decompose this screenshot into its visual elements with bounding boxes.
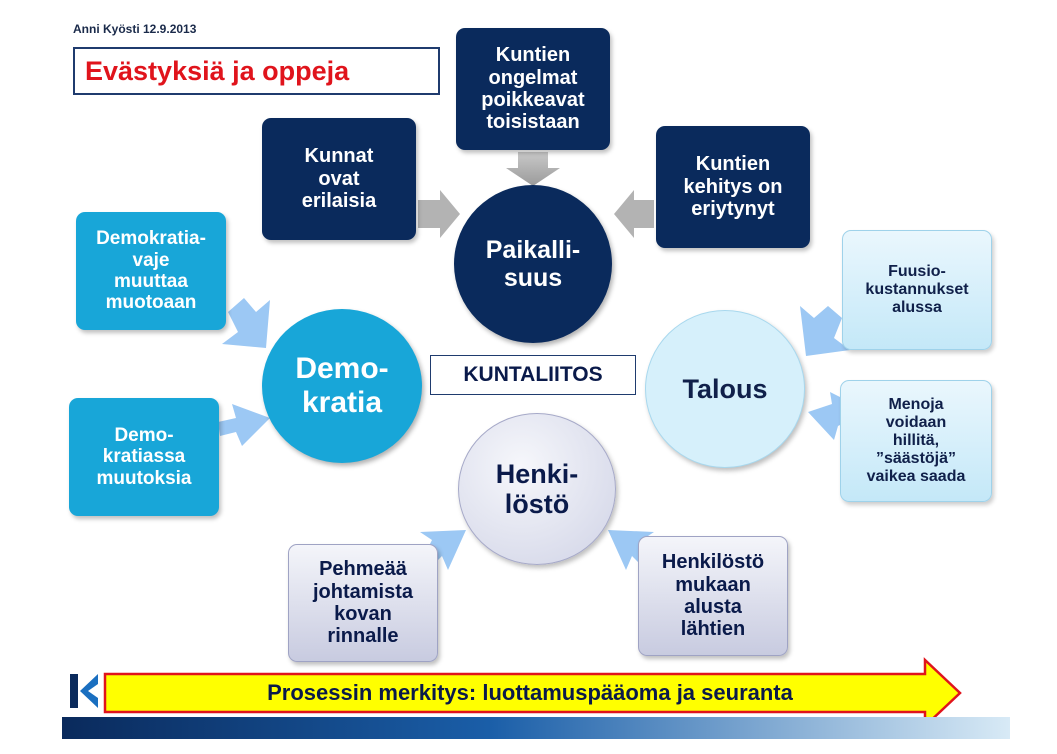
arrow-left-paikallisuus [614, 190, 654, 238]
author-date: Anni Kyösti 12.9.2013 [73, 22, 197, 36]
circle-talous: Talous [645, 310, 805, 468]
box-menoja-hillita: Menoja voidaan hillitä, ”säästöjä” vaikea saada [840, 380, 992, 502]
box-pehmeaa-johtamista: Pehmeää johtamista kovan rinnalle [288, 544, 438, 662]
circle-demokratia: Demo- kratia [262, 309, 422, 463]
arrow-down-paikallisuus [506, 152, 560, 186]
circle-paikallisuus: Paikalli- suus [454, 185, 612, 343]
arrow-demokratiassa [218, 404, 270, 446]
box-ongelmat-poikkeavat: Kuntien ongelmat poikkeavat toisistaan [456, 28, 610, 150]
center-label-kuntaliitos: KUNTALIITOS [430, 355, 636, 395]
banner-text: Prosessin merkitys: luottamuspääoma ja seuranta [267, 680, 793, 705]
box-fuusiokustannukset: Fuusio- kustannukset alussa [842, 230, 992, 350]
arrow-demokratiavaje [222, 298, 270, 348]
footer-bar [62, 717, 1010, 739]
slide-title-text: Evästyksiä ja oppeja [85, 55, 350, 86]
box-kehitys-eriytynyt: Kuntien kehitys on eriytynyt [656, 126, 810, 248]
logo-icon [68, 668, 102, 714]
box-kunnat-erilaisia: Kunnat ovat erilaisia [262, 118, 416, 240]
box-demokratiassa-muutoksia: Demo- kratiassa muutoksia [69, 398, 219, 516]
circle-henkilosto: Henki- löstö [458, 413, 616, 565]
arrow-right-paikallisuus [418, 190, 460, 238]
box-henkilosto-mukaan: Henkilöstö mukaan alusta lähtien [638, 536, 788, 656]
box-demokratiavaje: Demokratia- vaje muuttaa muotoaan [76, 212, 226, 330]
